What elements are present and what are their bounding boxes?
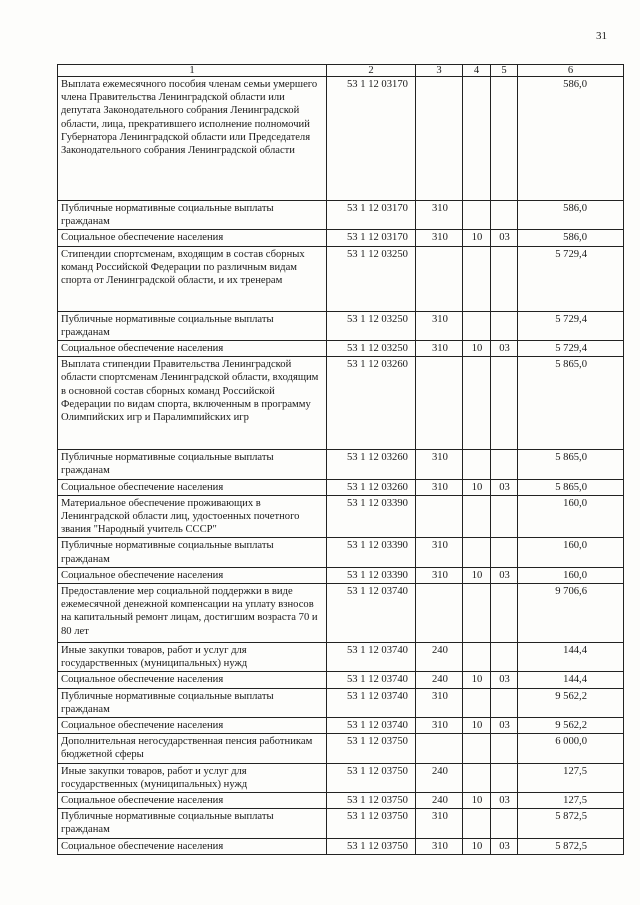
target-code-cell [327, 450, 416, 479]
section-cell [463, 688, 491, 717]
subsection-cell [491, 688, 518, 717]
amount-cell-text: 5 865,0 [555, 359, 587, 371]
amount-cell-text: 144,4 [563, 645, 587, 657]
amount-cell [518, 763, 624, 792]
expense-name-cell [58, 763, 327, 792]
amount-cell [518, 672, 624, 688]
table-row [58, 584, 624, 643]
target-code-cell [327, 357, 416, 450]
subsection-cell [491, 584, 518, 643]
expense-type-cell [416, 763, 463, 792]
expense-name-cell [58, 643, 327, 672]
section-cell [463, 450, 491, 479]
subsection-cell [491, 357, 518, 450]
section-cell [463, 734, 491, 763]
amount-cell [518, 718, 624, 734]
expense-name-cell-text: Социальное обеспечение населения [61, 840, 224, 852]
subsection-cell-text: 03 [499, 840, 510, 852]
table-row [58, 77, 624, 201]
expense-name-cell-text: Выплата ежемесячного пособия членам семьи умершего члена Правительства Ленинградской области или депутата Законодательного собрания Ленинградской области, лица, прекратившего исполнение полномочий Губернатора Ленинградской области или Председателя Законодательного собрания Ленинградской области [61, 79, 318, 157]
section-cell [463, 538, 491, 567]
section-cell [463, 479, 491, 495]
expense-type-cell [416, 311, 463, 340]
target-code-cell-text: 53 1 12 03170 [347, 232, 408, 244]
table-row [58, 838, 624, 854]
expense-name-cell-text: Стипендии спортсменам, входящим в состав сборных команд Российской Федерации по различным видам спорта от Ленинградской области, и их тренерам [61, 248, 305, 287]
expense-name-cell-text: Выплата стипендии Правительства Ленинградской области спортсменам Ленинградской области, входящим в основной состав сборных команд Российской Федерации по видам спорта, включенным в программу Олимпийских игр и Паралимпийских игр [61, 359, 319, 424]
table-row [58, 246, 624, 311]
expense-type-cell [416, 246, 463, 311]
amount-cell-text: 586,0 [563, 232, 587, 244]
table-row [58, 495, 624, 538]
amount-cell [518, 495, 624, 538]
target-code-cell-text: 53 1 12 03750 [347, 811, 408, 823]
page-number: 31 [596, 30, 607, 42]
target-code-cell [327, 479, 416, 495]
expense-type-cell-text: 310 [432, 343, 448, 355]
expense-type-cell [416, 734, 463, 763]
expense-name-cell [58, 230, 327, 246]
table-row [58, 688, 624, 717]
amount-cell-text: 5 872,5 [555, 811, 587, 823]
target-code-cell-text: 53 1 12 03740 [347, 674, 408, 686]
section-cell [463, 357, 491, 450]
subsection-cell [491, 734, 518, 763]
header-cell: 1 [58, 65, 327, 77]
expense-type-cell [416, 672, 463, 688]
expense-name-cell [58, 838, 327, 854]
subsection-cell [491, 479, 518, 495]
table-row [58, 230, 624, 246]
expense-name-cell-text: Публичные нормативные социальные выплаты гражданам [61, 452, 274, 477]
target-code-cell-text: 53 1 12 03250 [347, 313, 408, 325]
target-code-cell-text: 53 1 12 03740 [347, 690, 408, 702]
table-row [58, 450, 624, 479]
expense-type-cell [416, 479, 463, 495]
amount-cell [518, 793, 624, 809]
expense-name-cell-text: Публичные нормативные социальные выплаты гражданам [61, 203, 274, 228]
target-code-cell-text: 53 1 12 03750 [347, 765, 408, 777]
expense-name-cell [58, 479, 327, 495]
target-code-cell [327, 201, 416, 230]
expense-type-cell-text: 310 [432, 452, 448, 464]
amount-cell [518, 643, 624, 672]
section-cell-text: 10 [471, 795, 483, 807]
subsection-cell [491, 567, 518, 583]
expense-type-cell-text: 310 [432, 540, 448, 552]
expense-name-cell [58, 734, 327, 763]
expense-name-cell-text: Публичные нормативные социальные выплаты гражданам [61, 811, 274, 836]
subsection-cell-text: 03 [499, 232, 510, 244]
expense-type-cell [416, 838, 463, 854]
header-cell: 4 [463, 65, 491, 77]
expense-type-cell [416, 809, 463, 838]
amount-cell-text: 160,0 [563, 569, 587, 581]
expense-type-cell [416, 584, 463, 643]
expense-name-cell-text: Публичные нормативные социальные выплаты гражданам [61, 690, 274, 715]
target-code-cell [327, 341, 416, 357]
expense-name-cell-text: Социальное обеспечение населения [61, 569, 224, 581]
amount-cell [518, 230, 624, 246]
amount-cell [518, 567, 624, 583]
section-cell-text: 10 [471, 481, 483, 493]
target-code-cell [327, 838, 416, 854]
expense-name-cell-text: Публичные нормативные социальные выплаты гражданам [61, 540, 274, 565]
amount-cell [518, 341, 624, 357]
expense-name-cell [58, 688, 327, 717]
section-cell [463, 201, 491, 230]
expense-name-cell [58, 201, 327, 230]
amount-cell-text: 5 729,4 [555, 313, 587, 325]
amount-cell [518, 584, 624, 643]
amount-cell-text: 586,0 [563, 203, 587, 214]
expense-name-cell-text: Публичные нормативные социальные выплаты гражданам [61, 313, 274, 338]
table-row [58, 341, 624, 357]
section-cell [463, 230, 491, 246]
target-code-cell-text: 53 1 12 03740 [347, 645, 408, 657]
table-row [58, 201, 624, 230]
table-row [58, 538, 624, 567]
expense-type-cell-text: 310 [432, 720, 448, 732]
expense-type-cell [416, 495, 463, 538]
expense-type-cell-text: 310 [432, 203, 448, 214]
amount-cell [518, 479, 624, 495]
subsection-cell [491, 450, 518, 479]
header-cell: 2 [327, 65, 416, 77]
expense-name-cell-text: Социальное обеспечение населения [61, 795, 224, 807]
amount-cell [518, 311, 624, 340]
subsection-cell [491, 763, 518, 792]
subsection-cell-text: 03 [499, 795, 510, 807]
expense-type-cell-text: 310 [432, 481, 448, 493]
expense-name-cell-text: Социальное обеспечение населения [61, 343, 224, 355]
expense-name-cell [58, 77, 327, 201]
table-header-row [58, 65, 624, 77]
amount-cell-text: 5 865,0 [555, 481, 587, 493]
section-cell-text: 10 [471, 343, 483, 355]
table-row [58, 567, 624, 583]
amount-cell-text: 5 729,4 [555, 343, 587, 355]
target-code-cell [327, 734, 416, 763]
amount-cell [518, 201, 624, 230]
header-cell: 6 [518, 65, 624, 77]
section-cell [463, 718, 491, 734]
target-code-cell-text: 53 1 12 03750 [347, 840, 408, 852]
amount-cell-text: 160,0 [563, 540, 587, 552]
target-code-cell-text: 53 1 12 03740 [347, 586, 408, 598]
section-cell-text: 10 [471, 840, 483, 852]
section-cell [463, 763, 491, 792]
expense-name-cell [58, 584, 327, 643]
expense-name-cell [58, 341, 327, 357]
section-cell [463, 246, 491, 311]
subsection-cell-text: 03 [499, 674, 510, 686]
target-code-cell [327, 809, 416, 838]
expense-name-cell [58, 311, 327, 340]
expense-type-cell-text: 240 [432, 795, 448, 807]
subsection-cell [491, 246, 518, 311]
target-code-cell [327, 793, 416, 809]
target-code-cell [327, 567, 416, 583]
target-code-cell-text: 53 1 12 03170 [347, 203, 408, 214]
subsection-cell [491, 230, 518, 246]
target-code-cell [327, 584, 416, 643]
amount-cell [518, 734, 624, 763]
table-row [58, 734, 624, 763]
budget-table [57, 64, 624, 855]
subsection-cell [491, 672, 518, 688]
target-code-cell [327, 643, 416, 672]
expense-name-cell [58, 718, 327, 734]
expense-name-cell [58, 672, 327, 688]
section-cell-text: 10 [471, 569, 483, 581]
expense-type-cell-text: 310 [432, 811, 448, 823]
section-cell [463, 567, 491, 583]
section-cell [463, 793, 491, 809]
table-row [58, 763, 624, 792]
expense-type-cell-text: 310 [432, 690, 448, 702]
target-code-cell [327, 688, 416, 717]
target-code-cell [327, 311, 416, 340]
expense-type-cell-text: 240 [432, 645, 448, 657]
expense-name-cell-text: Социальное обеспечение населения [61, 232, 224, 244]
section-cell-text: 10 [471, 674, 483, 686]
expense-name-cell-text: Социальное обеспечение населения [61, 481, 224, 493]
subsection-cell-text: 03 [499, 481, 510, 493]
header-cell: 5 [491, 65, 518, 77]
header-cell: 3 [416, 65, 463, 77]
target-code-cell-text: 53 1 12 03260 [347, 481, 408, 493]
section-cell [463, 643, 491, 672]
subsection-cell [491, 201, 518, 230]
expense-name-cell [58, 246, 327, 311]
subsection-cell [491, 77, 518, 201]
amount-cell [518, 77, 624, 201]
table-row [58, 672, 624, 688]
target-code-cell [327, 538, 416, 567]
target-code-cell [327, 763, 416, 792]
subsection-cell-text: 03 [499, 569, 510, 581]
section-cell [463, 838, 491, 854]
target-code-cell-text: 53 1 12 03250 [347, 248, 408, 260]
subsection-cell-text: 03 [499, 343, 510, 355]
amount-cell-text: 9 706,6 [555, 586, 587, 598]
table-row [58, 479, 624, 495]
target-code-cell [327, 672, 416, 688]
expense-type-cell-text: 310 [432, 232, 448, 244]
amount-cell [518, 357, 624, 450]
amount-cell-text: 9 562,2 [555, 720, 587, 732]
subsection-cell [491, 311, 518, 340]
target-code-cell-text: 53 1 12 03250 [347, 343, 408, 355]
expense-type-cell [416, 77, 463, 201]
expense-type-cell [416, 643, 463, 672]
expense-type-cell [416, 230, 463, 246]
target-code-cell-text: 53 1 12 03390 [347, 540, 408, 552]
expense-type-cell [416, 567, 463, 583]
expense-type-cell-text: 310 [432, 840, 448, 852]
subsection-cell [491, 495, 518, 538]
amount-cell-text: 5 872,5 [555, 840, 587, 852]
amount-cell-text: 586,0 [563, 79, 587, 90]
subsection-cell-text: 03 [499, 720, 510, 732]
amount-cell-text: 6 000,0 [555, 736, 587, 748]
target-code-cell-text: 53 1 12 03740 [347, 720, 408, 732]
target-code-cell-text: 53 1 12 03260 [347, 452, 408, 464]
amount-cell [518, 538, 624, 567]
target-code-cell [327, 246, 416, 311]
table-row [58, 718, 624, 734]
expense-type-cell [416, 357, 463, 450]
expense-name-cell [58, 450, 327, 479]
expense-name-cell-text: Социальное обеспечение населения [61, 720, 224, 732]
expense-name-cell [58, 567, 327, 583]
expense-name-cell-text: Дополнительная негосударственная пенсия работникам бюджетной сферы [61, 736, 313, 761]
expense-type-cell [416, 688, 463, 717]
amount-cell-text: 160,0 [563, 497, 587, 509]
expense-type-cell [416, 450, 463, 479]
section-cell [463, 584, 491, 643]
target-code-cell-text: 53 1 12 03750 [347, 736, 408, 748]
section-cell [463, 341, 491, 357]
section-cell [463, 77, 491, 201]
expense-type-cell [416, 341, 463, 357]
expense-name-cell-text: Материальное обеспечение проживающих в Ленинградской области лиц, удостоенных почетного звания "Народный учитель СССР" [61, 497, 300, 536]
amount-cell [518, 246, 624, 311]
target-code-cell-text: 53 1 12 03260 [347, 359, 408, 371]
table-row [58, 809, 624, 838]
table-row [58, 793, 624, 809]
table-row [58, 643, 624, 672]
expense-type-cell-text: 310 [432, 569, 448, 581]
expense-name-cell-text: Социальное обеспечение населения [61, 674, 224, 686]
subsection-cell [491, 538, 518, 567]
target-code-cell [327, 495, 416, 538]
amount-cell-text: 127,5 [563, 765, 587, 777]
section-cell [463, 495, 491, 538]
target-code-cell [327, 230, 416, 246]
target-code-cell-text: 53 1 12 03170 [347, 79, 408, 90]
amount-cell-text: 127,5 [563, 795, 587, 807]
subsection-cell [491, 793, 518, 809]
expense-type-cell [416, 718, 463, 734]
expense-name-cell [58, 495, 327, 538]
section-cell [463, 809, 491, 838]
expense-name-cell-text: Предоставление мер социальной поддержки в виде ежемесячной денежной компенсации на уплату взносов на капитальный ремонт лицам, достигшим возраста 70 и 80 лет [61, 586, 318, 637]
target-code-cell-text: 53 1 12 03750 [347, 795, 408, 807]
amount-cell-text: 9 562,2 [555, 690, 587, 702]
expense-name-cell-text: Иные закупки товаров, работ и услуг для государственных (муниципальных) нужд [61, 645, 248, 670]
amount-cell-text: 5 865,0 [555, 452, 587, 464]
target-code-cell-text: 53 1 12 03390 [347, 497, 408, 509]
section-cell [463, 311, 491, 340]
expense-name-cell-text: Иные закупки товаров, работ и услуг для государственных (муниципальных) нужд [61, 765, 248, 790]
expense-name-cell [58, 809, 327, 838]
expense-name-cell [58, 538, 327, 567]
subsection-cell [491, 643, 518, 672]
target-code-cell [327, 718, 416, 734]
subsection-cell [491, 809, 518, 838]
amount-cell-text: 5 729,4 [555, 248, 587, 260]
target-code-cell-text: 53 1 12 03390 [347, 569, 408, 581]
table-row [58, 357, 624, 450]
expense-type-cell [416, 793, 463, 809]
subsection-cell [491, 838, 518, 854]
subsection-cell [491, 718, 518, 734]
amount-cell [518, 688, 624, 717]
section-cell-text: 10 [471, 720, 483, 732]
expense-type-cell [416, 538, 463, 567]
amount-cell [518, 809, 624, 838]
amount-cell [518, 450, 624, 479]
section-cell [463, 672, 491, 688]
target-code-cell [327, 77, 416, 201]
amount-cell [518, 838, 624, 854]
section-cell-text: 10 [471, 232, 483, 244]
budget-table-body [58, 65, 624, 855]
expense-name-cell [58, 357, 327, 450]
expense-name-cell [58, 793, 327, 809]
expense-type-cell-text: 240 [432, 765, 448, 777]
table-row [58, 311, 624, 340]
expense-type-cell-text: 310 [432, 313, 448, 325]
subsection-cell [491, 341, 518, 357]
expense-type-cell [416, 201, 463, 230]
amount-cell-text: 144,4 [563, 674, 587, 686]
expense-type-cell-text: 240 [432, 674, 448, 686]
